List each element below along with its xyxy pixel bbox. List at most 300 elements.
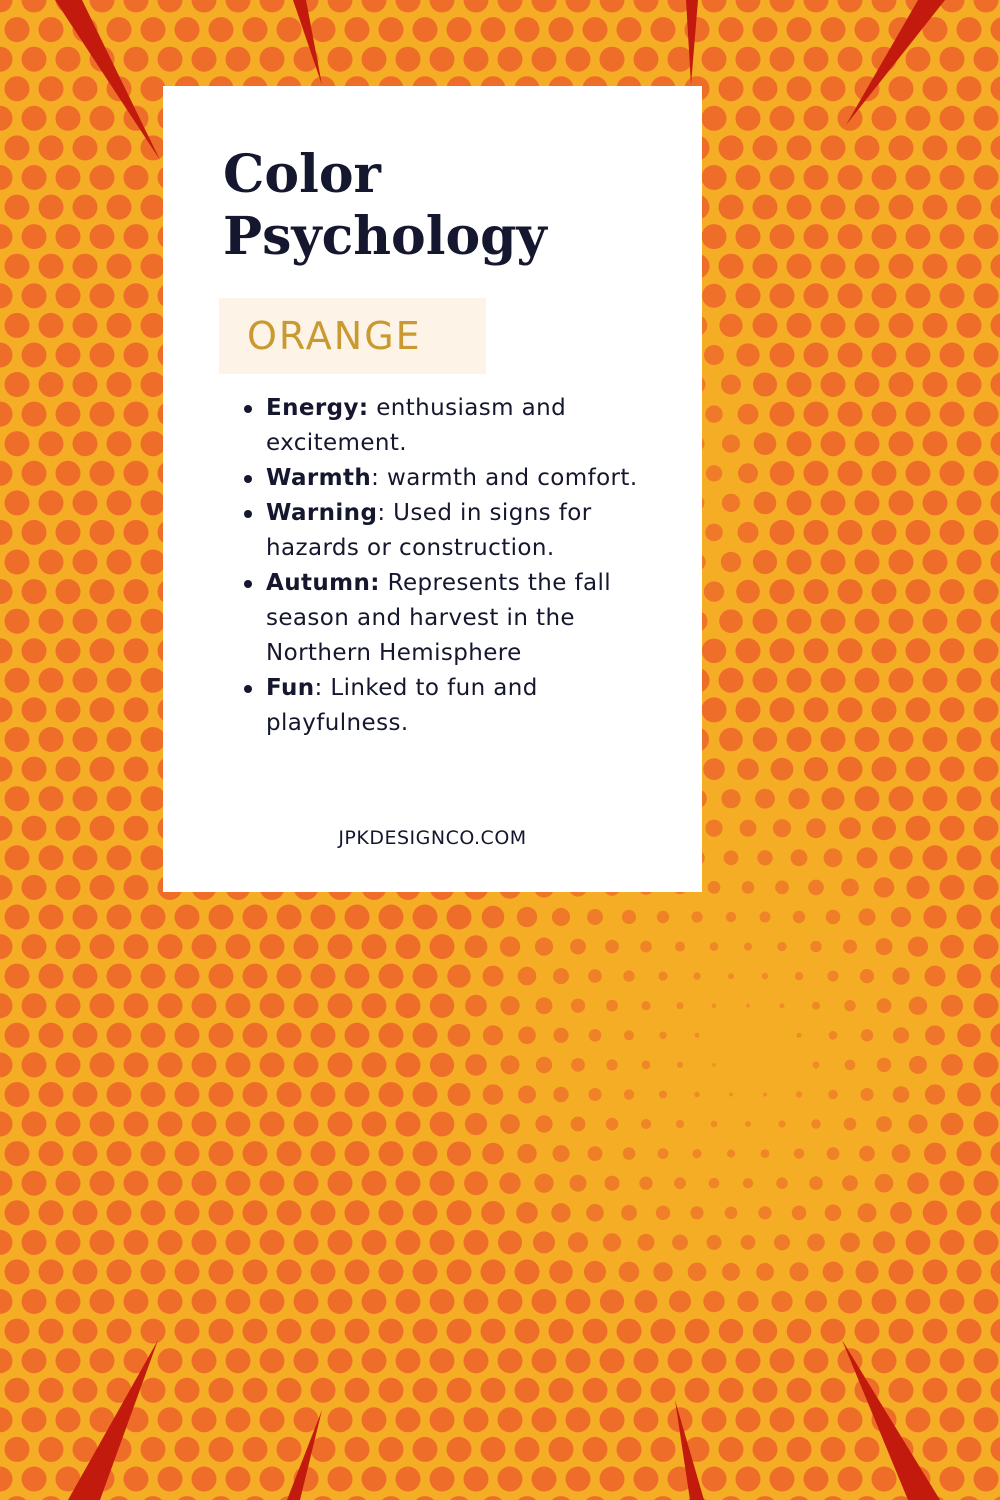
trait-fun: [266, 671, 666, 741]
halftone-dot: [447, 1437, 472, 1462]
halftone-dot: [736, 283, 761, 308]
halftone-dot: [925, 1025, 945, 1045]
halftone-dot: [753, 1319, 777, 1343]
traits-list: [266, 391, 666, 741]
halftone-dot: [345, 1023, 370, 1048]
halftone-dot: [588, 969, 602, 983]
halftone-dot: [447, 1319, 472, 1344]
halftone-dot: [362, 993, 387, 1018]
halftone-dot: [722, 1263, 740, 1281]
halftone-dot: [872, 1289, 897, 1314]
halftone-dot: [822, 787, 845, 810]
halftone-dot: [379, 1082, 404, 1107]
halftone-dot: [5, 76, 30, 101]
halftone-dot: [56, 993, 81, 1018]
halftone-dot: [90, 579, 115, 604]
halftone-dot: [226, 1052, 251, 1077]
halftone-dot: [719, 314, 742, 337]
halftone-dot: [534, 1174, 553, 1193]
halftone-dot: [379, 1141, 404, 1166]
halftone-dot: [277, 1082, 302, 1107]
halftone-dot: [22, 106, 47, 131]
halftone-dot: [396, 1348, 421, 1373]
halftone-dot: [909, 1056, 927, 1074]
halftone-dot: [430, 994, 454, 1018]
halftone-dot: [770, 343, 795, 368]
halftone-dot: [141, 845, 166, 870]
halftone-dot: [925, 966, 946, 987]
halftone-dot: [702, 1348, 727, 1373]
halftone-dot: [5, 786, 30, 811]
halftone-dot: [923, 195, 948, 220]
halftone-dot: [345, 1200, 370, 1225]
halftone-dot: [107, 668, 132, 693]
halftone-dot: [889, 135, 914, 160]
halftone-dot: [743, 1178, 753, 1188]
halftone-dot: [498, 1407, 523, 1432]
halftone-dot: [756, 1263, 774, 1281]
halftone-dot: [464, 1348, 489, 1373]
halftone-dot: [396, 993, 421, 1018]
halftone-dot: [124, 402, 149, 427]
title-line-2: Psychology: [223, 206, 547, 267]
halftone-dot: [192, 1289, 217, 1314]
halftone-dot: [56, 816, 81, 841]
halftone-dot: [617, 17, 642, 42]
halftone-dot: [464, 1407, 489, 1432]
halftone-dot: [855, 313, 880, 338]
halftone-dot: [889, 372, 914, 397]
halftone-dot: [940, 224, 965, 249]
halftone-dot: [705, 524, 723, 542]
halftone-dot: [634, 1407, 659, 1432]
halftone-dot: [658, 1148, 669, 1159]
halftone-dot: [73, 1023, 98, 1048]
halftone-dot: [413, 1378, 438, 1403]
halftone-dot: [790, 1262, 809, 1281]
halftone-dot: [779, 1003, 784, 1008]
halftone-dot: [465, 935, 488, 958]
halftone-dot: [619, 1262, 640, 1283]
halftone-dot: [712, 1063, 716, 1067]
halftone-dot: [702, 1467, 727, 1492]
halftone-dot: [379, 1437, 404, 1462]
halftone-dot: [957, 1319, 982, 1344]
halftone-dot: [940, 757, 965, 782]
halftone-dot: [107, 17, 132, 42]
halftone-dot: [583, 1378, 608, 1403]
halftone-dot: [549, 17, 574, 42]
halftone-dot: [855, 135, 880, 160]
halftone-dot: [796, 1091, 802, 1097]
halftone-dot: [825, 1205, 842, 1222]
halftone-dot: [711, 1121, 718, 1128]
halftone-dot: [583, 1319, 608, 1344]
halftone-dot: [532, 1407, 557, 1432]
halftone-dot: [855, 609, 880, 634]
halftone-dot: [712, 1003, 717, 1008]
halftone-dot: [906, 1407, 931, 1432]
halftone-dot: [736, 1407, 761, 1432]
halftone-dot: [243, 1023, 268, 1048]
halftone-dot: [90, 638, 115, 663]
halftone-dot: [584, 1261, 606, 1283]
halftone-dot: [858, 908, 875, 925]
halftone-dot: [774, 1234, 790, 1250]
halftone-dot: [518, 1027, 536, 1045]
halftone-dot: [685, 1378, 710, 1403]
halftone-dot: [430, 1289, 455, 1314]
halftone-dot: [940, 520, 965, 545]
halftone-dot: [90, 757, 115, 782]
halftone-dot: [771, 758, 794, 781]
halftone-dot: [141, 372, 166, 397]
halftone-dot: [90, 402, 115, 427]
halftone-dot: [855, 490, 880, 515]
halftone-dot: [757, 850, 772, 865]
halftone-dot: [39, 1259, 64, 1284]
halftone-dot: [158, 993, 183, 1018]
halftone-dot: [821, 372, 846, 397]
halftone-dot: [430, 1171, 455, 1196]
halftone-dot: [940, 697, 965, 722]
halftone-dot: [413, 17, 438, 42]
halftone-dot: [974, 461, 999, 486]
halftone-dot: [5, 1200, 30, 1225]
halftone-dot: [107, 1319, 132, 1344]
halftone-dot: [719, 135, 744, 160]
halftone-dot: [90, 520, 115, 545]
halftone-dot: [855, 786, 880, 811]
halftone-dot: [909, 997, 927, 1015]
halftone-dot: [124, 224, 149, 249]
halftone-dot: [634, 47, 659, 72]
halftone-dot: [481, 1201, 505, 1225]
halftone-dot: [583, 1437, 608, 1462]
halftone-dot: [260, 1052, 285, 1077]
halftone-dot: [695, 1033, 700, 1038]
halftone-dot: [821, 313, 846, 338]
halftone-dot: [634, 1467, 659, 1492]
halftone-dot: [73, 372, 98, 397]
halftone-dot: [957, 17, 982, 42]
halftone-dot: [821, 727, 846, 752]
halftone-dot: [124, 47, 149, 72]
halftone-dot: [379, 1200, 404, 1225]
halftone-dot: [515, 17, 540, 42]
halftone-dot: [640, 941, 652, 953]
halftone-dot: [39, 17, 64, 42]
halftone-dot: [5, 727, 30, 752]
halftone-dot: [379, 964, 404, 989]
halftone-dot: [209, 1082, 234, 1107]
halftone-dot: [906, 638, 931, 663]
halftone-dot: [940, 1289, 965, 1314]
halftone-dot: [753, 254, 778, 279]
halftone-dot: [345, 1141, 370, 1166]
halftone-dot: [906, 757, 931, 782]
halftone-dot: [311, 964, 336, 989]
halftone-dot: [787, 195, 812, 220]
trait-name: Fun: [266, 675, 315, 701]
halftone-dot: [22, 461, 47, 486]
halftone-dot: [5, 550, 30, 575]
halftone-dot: [778, 1120, 785, 1127]
halftone-dot: [243, 1319, 268, 1344]
halftone-dot: [39, 135, 64, 160]
halftone-dot: [5, 668, 30, 693]
halftone-dot: [923, 1437, 948, 1462]
halftone-dot: [413, 1023, 438, 1048]
halftone-dot: [974, 1348, 999, 1373]
halftone-dot: [787, 135, 812, 160]
halftone-dot: [624, 1089, 634, 1099]
halftone-dot: [736, 165, 761, 190]
halftone-dot: [957, 727, 982, 752]
halftone-dot: [396, 1230, 421, 1255]
halftone-dot: [141, 254, 166, 279]
halftone-dot: [570, 1175, 587, 1192]
halftone-dot: [379, 1378, 404, 1403]
halftone-dot: [465, 1054, 487, 1076]
halftone-dot: [838, 1467, 863, 1492]
halftone-dot: [877, 1058, 891, 1072]
halftone-dot: [73, 490, 98, 515]
halftone-dot: [518, 1086, 536, 1104]
halftone-dot: [719, 1378, 744, 1403]
halftone-dot: [192, 1348, 217, 1373]
halftone-dot: [73, 609, 98, 634]
halftone-dot: [447, 1378, 472, 1403]
halftone-dot: [838, 165, 863, 190]
halftone-dot: [209, 1200, 234, 1225]
halftone-dot: [158, 1052, 183, 1077]
halftone-dot: [805, 1291, 827, 1313]
halftone-dot: [107, 135, 132, 160]
halftone-dot: [481, 1378, 506, 1403]
halftone-dot: [821, 17, 846, 42]
halftone-dot: [738, 463, 758, 483]
halftone-dot: [844, 1000, 855, 1011]
halftone-dot: [974, 1052, 999, 1077]
halftone-dot: [974, 993, 999, 1018]
halftone-dot: [73, 195, 98, 220]
halftone-dot: [73, 1378, 98, 1403]
halftone-dot: [804, 343, 829, 368]
halftone-dot: [56, 165, 81, 190]
halftone-dot: [787, 550, 812, 575]
halftone-dot: [656, 1206, 670, 1220]
halftone-dot: [838, 520, 863, 545]
halftone-dot: [107, 1082, 132, 1107]
halftone-dot: [22, 283, 47, 308]
halftone-dot: [635, 1290, 658, 1313]
halftone-dot: [517, 1144, 536, 1163]
color-psychology-card: [163, 86, 702, 892]
halftone-dot: [209, 1319, 234, 1344]
halftone-dot: [571, 999, 585, 1013]
halftone-dot: [923, 431, 948, 456]
halftone-dot: [872, 579, 897, 604]
halftone-dot: [923, 313, 948, 338]
halftone-dot: [740, 820, 757, 837]
halftone-dot: [856, 1260, 879, 1283]
halftone-dot: [5, 964, 30, 989]
halftone-dot: [226, 1407, 251, 1432]
halftone-dot: [639, 1177, 652, 1190]
halftone-dot: [22, 224, 47, 249]
halftone-dot: [549, 1378, 574, 1403]
halftone-dot: [617, 1437, 642, 1462]
halftone-dot: [753, 609, 778, 634]
halftone-dot: [22, 579, 47, 604]
halftone-dot: [861, 1088, 874, 1101]
halftone-dot: [536, 997, 553, 1014]
trait-autumn: [266, 566, 666, 671]
halftone-dot: [923, 254, 948, 279]
halftone-dot: [39, 727, 64, 752]
halftone-dot: [708, 881, 721, 894]
halftone-dot: [192, 993, 217, 1018]
halftone-dot: [226, 1112, 251, 1137]
halftone-dot: [753, 727, 777, 751]
halftone-dot: [770, 461, 795, 486]
halftone-dot: [209, 1378, 234, 1403]
halftone-dot: [692, 1149, 701, 1158]
halftone-dot: [56, 1230, 81, 1255]
halftone-dot: [107, 1200, 132, 1225]
halftone-dot: [464, 1289, 489, 1314]
halftone-dot: [56, 520, 81, 545]
halftone-dot: [974, 638, 999, 663]
halftone-dot: [777, 942, 786, 951]
halftone-dot: [923, 845, 948, 870]
halftone-dot: [651, 1378, 676, 1403]
halftone-dot: [158, 934, 183, 959]
color-name: ORANGE: [247, 314, 422, 358]
halftone-dot: [430, 1230, 455, 1255]
halftone-dot: [957, 905, 982, 930]
halftone-dot: [810, 941, 821, 952]
halftone-dot: [192, 47, 217, 72]
halftone-dot: [90, 106, 115, 131]
halftone-dot: [702, 284, 726, 308]
halftone-dot: [890, 1202, 912, 1224]
halftone-dot: [311, 1378, 336, 1403]
halftone-dot: [821, 1319, 846, 1344]
halftone-dot: [707, 1235, 722, 1250]
halftone-dot: [703, 758, 725, 780]
halftone-dot: [923, 550, 948, 575]
halftone-dot: [795, 972, 803, 980]
halftone-dot: [703, 1291, 724, 1312]
halftone-dot: [192, 1467, 217, 1492]
halftone-dot: [107, 964, 132, 989]
halftone-dot: [124, 697, 149, 722]
halftone-dot: [56, 1407, 81, 1432]
halftone-dot: [773, 819, 791, 837]
halftone-dot: [549, 1319, 574, 1344]
halftone-dot: [821, 490, 846, 515]
halftone-dot: [657, 911, 669, 923]
halftone-dot: [688, 1263, 707, 1282]
halftone-dot: [532, 1289, 557, 1314]
halftone-dot: [719, 195, 744, 220]
halftone-dot: [158, 1289, 183, 1314]
halftone-dot: [804, 47, 829, 72]
halftone-dot: [719, 1437, 744, 1462]
halftone-dot: [552, 908, 570, 926]
halftone-dot: [260, 934, 285, 959]
halftone-dot: [807, 1234, 825, 1252]
halftone-dot: [483, 966, 504, 987]
halftone-dot: [192, 1052, 217, 1077]
halftone-dot: [328, 1171, 353, 1196]
halftone-dot: [56, 283, 81, 308]
halftone-dot: [806, 818, 826, 838]
halftone-dot: [141, 1141, 166, 1166]
halftone-dot: [804, 579, 829, 604]
halftone-dot: [39, 905, 64, 930]
halftone-dot: [828, 1090, 838, 1100]
halftone-dot: [838, 1407, 863, 1432]
halftone-dot: [722, 435, 740, 453]
halftone-dot: [874, 877, 894, 897]
halftone-dot: [141, 1200, 166, 1225]
halftone-dot: [396, 1407, 421, 1432]
halftone-dot: [771, 1291, 792, 1312]
halftone-dot: [56, 402, 81, 427]
halftone-dot: [39, 1082, 64, 1107]
halftone-dot: [736, 638, 761, 663]
halftone-dot: [260, 1171, 285, 1196]
halftone-dot: [719, 254, 744, 279]
halftone-dot: [566, 1348, 591, 1373]
halftone-dot: [277, 1023, 302, 1048]
halftone-dot: [745, 1121, 751, 1127]
halftone-dot: [124, 638, 149, 663]
halftone-dot: [73, 254, 98, 279]
halftone-dot: [396, 1467, 421, 1492]
halftone-dot: [22, 1112, 47, 1137]
halftone-dot: [362, 1407, 387, 1432]
halftone-dot: [855, 372, 880, 397]
halftone-dot: [957, 372, 982, 397]
halftone-dot: [158, 1112, 183, 1137]
halftone-dot: [906, 47, 931, 72]
halftone-dot: [738, 522, 759, 543]
halftone-dot: [107, 905, 132, 930]
halftone-dot: [923, 1201, 948, 1226]
halftone-dot: [957, 845, 982, 870]
halftone-dot: [693, 972, 700, 979]
halftone-dot: [691, 911, 702, 922]
halftone-dot: [311, 1259, 336, 1284]
halftone-dot: [362, 934, 387, 959]
halftone-dot: [858, 1203, 877, 1222]
halftone-dot: [872, 638, 897, 663]
halftone-dot: [906, 520, 931, 545]
halftone-dot: [260, 1407, 285, 1432]
halftone-dot: [642, 1061, 651, 1070]
halftone-dot: [5, 195, 30, 220]
halftone-dot: [893, 1086, 910, 1103]
halftone-dot: [482, 1143, 504, 1165]
halftone-dot: [940, 935, 964, 959]
halftone-dot: [855, 431, 880, 456]
halftone-dot: [600, 1467, 625, 1492]
halftone-dot: [908, 937, 928, 957]
